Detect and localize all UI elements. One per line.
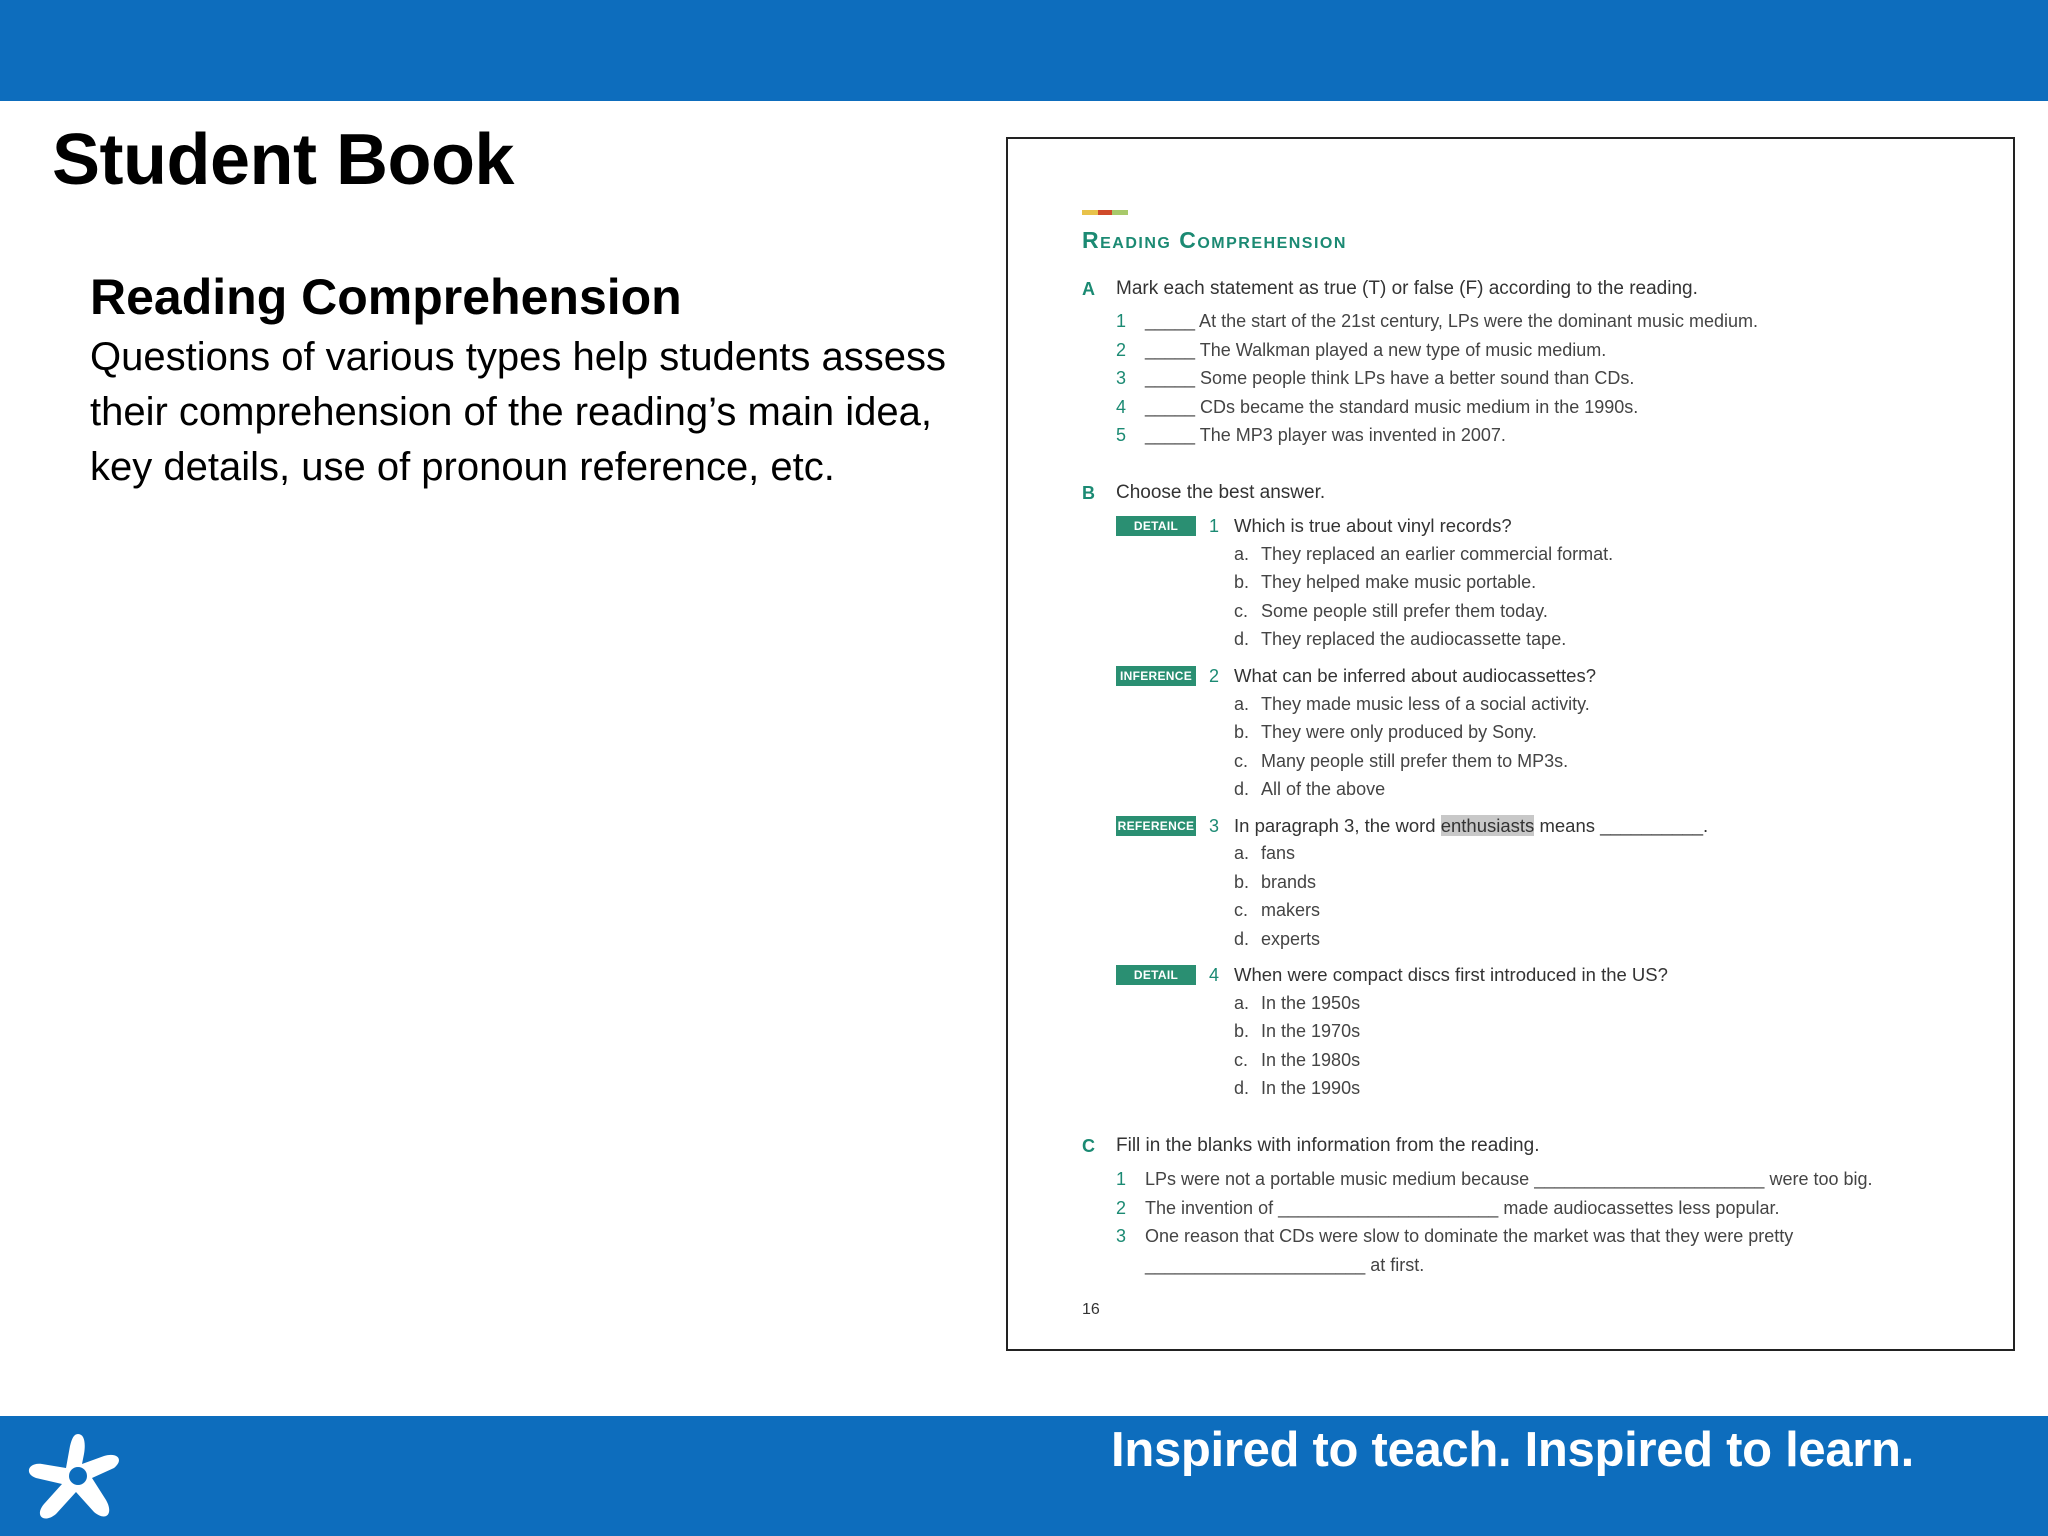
answer-option: c. In the 1980s xyxy=(1234,1050,1361,1070)
c-item-number: 1 xyxy=(1116,1169,1127,1189)
highlighted-word: enthusiasts xyxy=(1440,815,1535,836)
a-item-number: 2 xyxy=(1116,340,1127,360)
answer-option: a. They made music less of a social activity. xyxy=(1234,694,1590,714)
a-item-text: _____ The MP3 player was invented in 2007. xyxy=(1145,425,1506,445)
b-question-text: When were compact discs first introduced in the US? xyxy=(1234,964,1668,985)
c-item-text: The invention of ______________________ made audiocassettes less popular. xyxy=(1145,1198,1780,1218)
answer-option: d. experts xyxy=(1234,929,1321,949)
b-question-number: 4 xyxy=(1209,965,1220,985)
answer-option: c. Many people still prefer them to MP3s. xyxy=(1234,751,1569,771)
c-item-number: 3 xyxy=(1116,1226,1127,1246)
answer-option: a. They replaced an earlier commercial format. xyxy=(1234,544,1614,564)
a-item-text: _____ Some people think LPs have a better sound than CDs. xyxy=(1145,368,1635,388)
a-item-text: _____ CDs became the standard music medium in the 1990s. xyxy=(1145,397,1639,417)
c-item-text: LPs were not a portable music medium because _______________________ were too big. xyxy=(1145,1169,1873,1189)
c-item-text: One reason that CDs were slow to dominate the market was that they were pretty xyxy=(1145,1226,1794,1246)
answer-option: b. They were only produced by Sony. xyxy=(1234,722,1537,742)
section-a-letter: A xyxy=(1082,279,1095,299)
a-item-text: _____ At the start of the 21st century, LPs were the dominant music medium. xyxy=(1145,311,1758,331)
question-type-tag: DETAIL xyxy=(1116,516,1196,536)
answer-option: d. They replaced the audiocassette tape. xyxy=(1234,629,1567,649)
answer-option: a. In the 1950s xyxy=(1234,993,1361,1013)
section-c-letter: C xyxy=(1082,1136,1095,1156)
answer-option: c. makers xyxy=(1234,900,1321,920)
question-type-tag: DETAIL xyxy=(1116,965,1196,985)
section-heading: Reading Comprehension xyxy=(90,269,682,325)
b-question-number: 2 xyxy=(1209,666,1220,686)
b-question-text: What can be inferred about audiocassettes? xyxy=(1234,665,1597,686)
answer-option: d. All of the above xyxy=(1234,779,1386,799)
c-item-continuation: ______________________ at first. xyxy=(1145,1255,1425,1275)
b-question-text: In paragraph 3, the word enthusiasts means __________. xyxy=(1234,815,1709,836)
student-book-page xyxy=(1006,137,2015,1351)
book-page-content xyxy=(1008,139,2013,1349)
a-item-number: 3 xyxy=(1116,368,1127,388)
answer-option: a. fans xyxy=(1234,843,1296,863)
footer-tagline: Inspired to teach. Inspired to learn. xyxy=(1111,1423,1914,1477)
b-question-number: 3 xyxy=(1209,816,1220,836)
a-item-number: 5 xyxy=(1116,425,1127,445)
a-item-number: 1 xyxy=(1116,311,1127,331)
answer-option: b. brands xyxy=(1234,872,1317,892)
section-b-letter: B xyxy=(1082,483,1095,503)
answer-option: d. In the 1990s xyxy=(1234,1078,1361,1098)
b-question-text: Which is true about vinyl records? xyxy=(1234,515,1512,536)
a-item-text: _____ The Walkman played a new type of music medium. xyxy=(1145,340,1607,360)
b-question-number: 1 xyxy=(1209,516,1220,536)
section-description: Questions of various types help students assess their comprehension of the reading’s main idea, key details, use of pronoun reference, etc. xyxy=(90,335,947,489)
reading-comprehension-heading: Reading Comprehension xyxy=(1082,227,1347,253)
question-type-tag: INFERENCE xyxy=(1116,666,1196,686)
decorative-color-bar xyxy=(1082,210,1128,215)
page-number: 16 xyxy=(1082,1301,1100,1318)
starfish-logo-icon xyxy=(26,1428,126,1524)
slide-title: Student Book xyxy=(52,120,514,200)
section-c-instruction: Fill in the blanks with information from the reading. xyxy=(1116,1135,1540,1156)
question-type-tag: REFERENCE xyxy=(1116,816,1196,836)
section-a-instruction: Mark each statement as true (T) or false (F) according to the reading. xyxy=(1116,278,1698,299)
section-b-instruction: Choose the best answer. xyxy=(1116,482,1326,503)
answer-option: b. They helped make music portable. xyxy=(1234,572,1537,592)
description-block xyxy=(90,266,950,495)
answer-option: c. Some people still prefer them today. xyxy=(1234,601,1548,621)
a-item-number: 4 xyxy=(1116,397,1127,417)
header-bar xyxy=(0,0,2048,101)
answer-option: b. In the 1970s xyxy=(1234,1021,1361,1041)
c-item-number: 2 xyxy=(1116,1198,1127,1218)
